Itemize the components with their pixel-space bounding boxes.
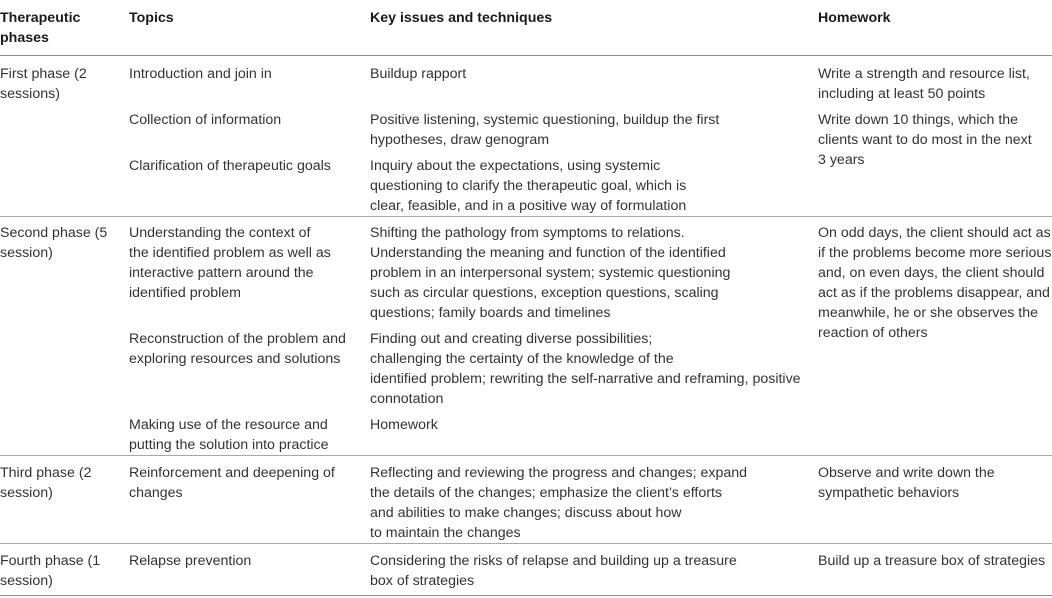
first-homework-2: Write down 10 things, which the clients want to do most in the next 3 years (818, 112, 1032, 168)
second-technique-3: Homework (370, 417, 438, 433)
fourth-homework-1: Build up a treasure box of strategies (818, 553, 1046, 569)
second-technique-1: Shifting the pathology from symptoms to relations. Understanding the meaning and function of the identified problem in an interpersonal system; systemic questioning such as circular questions, exception questions, scaling questions; family boards and timelines (370, 225, 731, 321)
header-divider (0, 55, 1052, 56)
first-technique-3: Inquiry about the expectations, using systemic questioning to clarify the therapeutic goal, which is clear, feasible, and in a positive way of formulation (370, 158, 687, 214)
second-topic-3: Making use of the resource and putting the solution into practice (129, 417, 329, 453)
second-topic-1: Understanding the context of the identified problem as well as interactive pattern around the identified problem (129, 225, 331, 301)
header-techniques: Key issues and techniques (370, 10, 553, 26)
second-topic-2: Reconstruction of the problem and exploring resources and solutions (129, 331, 346, 367)
second-phase-label: Second phase (5 session) (0, 225, 108, 261)
header-topics: Topics (129, 10, 174, 26)
first-phase-label: First phase (2 sessions) (0, 66, 87, 102)
second-technique-2: Finding out and creating diverse possibilities; challenging the certainty of the knowledge of the identified problem; rewriting the self-narrative and reframing, positive connotation (370, 331, 801, 407)
first-topic-3: Clarification of therapeutic goals (129, 158, 331, 174)
third-homework-1: Observe and write down the sympathetic behaviors (818, 465, 995, 501)
first-topic-1: Introduction and join in (129, 66, 272, 82)
row-divider (0, 455, 1052, 456)
fourth-phase-label: Fourth phase (1 session) (0, 553, 101, 589)
fourth-topic-1: Relapse prevention (129, 553, 252, 569)
first-homework-1: Write a strength and resource list, including at least 50 points (818, 66, 1030, 102)
second-homework-1: On odd days, the client should act as if the problems become more serious and, on even days, the client should act as if the problems disappear, and meanwhile, he or she observes the reaction of others (818, 225, 1052, 341)
row-divider (0, 543, 1052, 544)
first-technique-1: Buildup rapport (370, 66, 467, 82)
third-technique-1: Reflecting and reviewing the progress and changes; expand the details of the changes; emphasize the client’s efforts and abilities to make changes; discuss about how to maintain the changes (370, 465, 748, 541)
header-phase: Therapeutic phases (0, 10, 81, 46)
first-topic-2: Collection of information (129, 112, 282, 128)
fourth-technique-1: Considering the risks of relapse and building up a treasure box of strategies (370, 553, 737, 589)
first-technique-2: Positive listening, systemic questioning, buildup the first hypotheses, draw genogram (370, 112, 720, 148)
row-divider (0, 216, 1052, 217)
table-bottom-border (0, 595, 1052, 596)
third-phase-label: Third phase (2 session) (0, 465, 92, 501)
third-topic-1: Reinforcement and deepening of changes (129, 465, 335, 501)
header-homework: Homework (818, 10, 891, 26)
